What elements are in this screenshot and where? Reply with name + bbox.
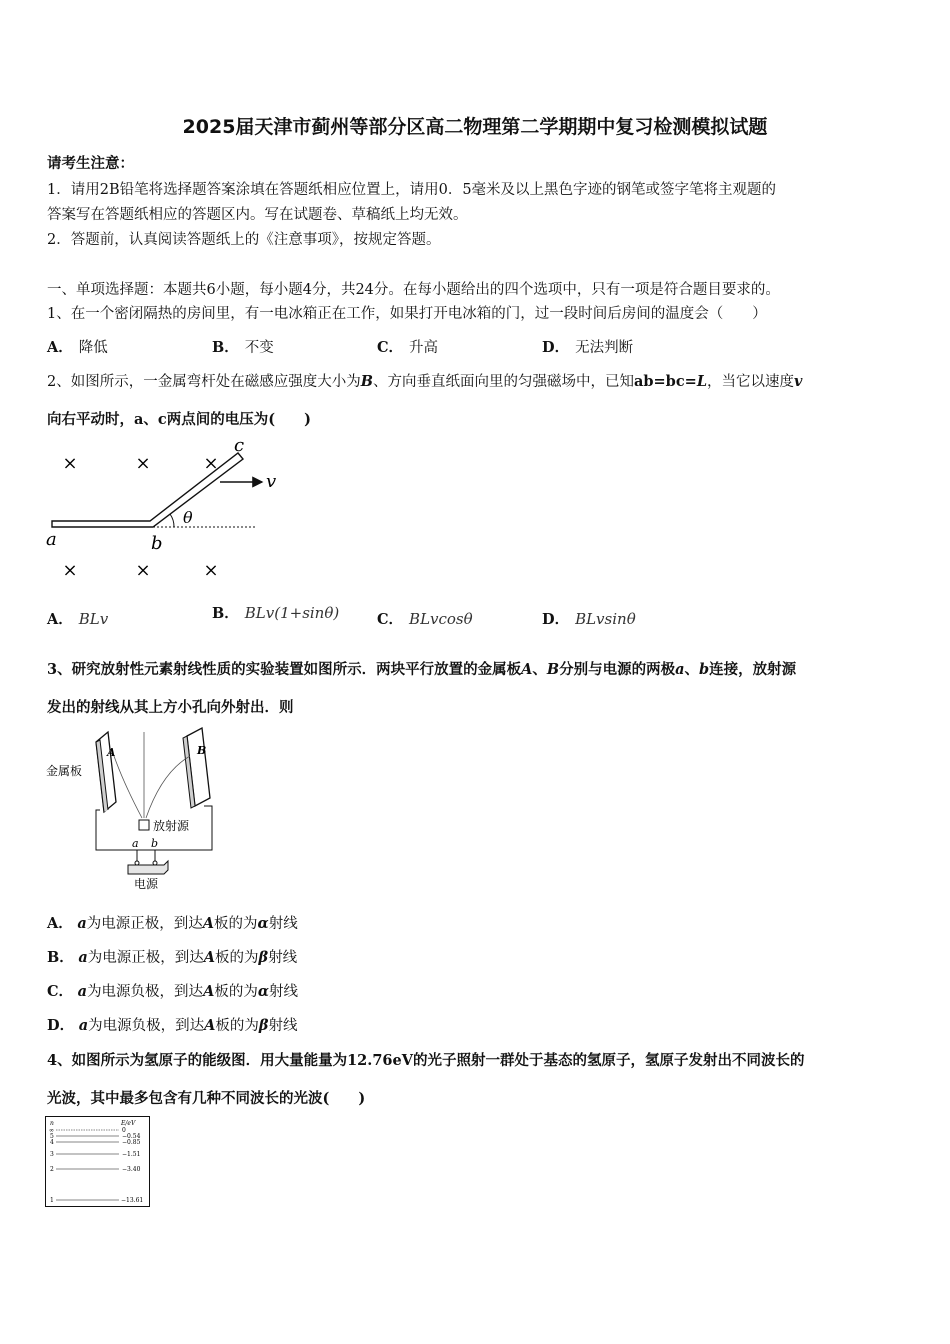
- q3-option-d-tail: 射线: [268, 1018, 298, 1034]
- q2-option-d-letter: D．: [542, 611, 570, 628]
- q3-option-d-pole: a: [78, 1017, 89, 1034]
- q4-level-n: 3: [50, 1151, 54, 1158]
- q3-option-a-pole: a: [77, 915, 87, 932]
- q3-option-a-end: 板的为: [214, 916, 258, 932]
- q3-label-metal-plate: 金属板: [46, 764, 83, 778]
- q2-label-theta: θ: [183, 508, 193, 527]
- q3-option-a-tail: 射线: [268, 916, 298, 932]
- q3-option-c-tail: 射线: [269, 984, 298, 1000]
- notice-heading: 请考生注意：: [47, 155, 134, 172]
- q4-label-e: E/eV: [121, 1120, 136, 1127]
- q4-label-n: n: [50, 1120, 54, 1127]
- notice-line-3: 2．答题前，认真阅读答题纸上的《注意事项》，按规定答题。: [47, 232, 441, 248]
- q2-label-c: c: [234, 435, 245, 456]
- q3-source-box: [139, 820, 149, 830]
- q1-option-d: [542, 336, 633, 357]
- q2-label-b: b: [151, 533, 163, 554]
- q1-stem: 1、在一个密闭隔热的房间里，有一电冰箱正在工作，如果打开电冰箱的门，过一段时间后房间的温度会（ ）: [47, 306, 767, 322]
- q4-level-n: 1: [50, 1197, 54, 1204]
- q3-option-c-plate: A: [203, 983, 215, 1000]
- q2-stem-part: 、方向垂直纸面向里的匀强磁场中，已知: [373, 374, 634, 390]
- q2-symbol-b: B: [360, 373, 373, 390]
- q2-stem-part: ，当它以速度: [707, 374, 795, 390]
- q4-level-e: −0.85: [122, 1139, 141, 1146]
- q3-option-b-end: 板的为: [215, 950, 259, 966]
- notice-line-1: 1．请用2B铅笔将选择题答案涂填在答题纸相应位置上，请用0．5毫米及以上黑色字迹的钢笔或签字笔将主观题的: [47, 182, 777, 198]
- q4-energy-level-diagram: [45, 1116, 151, 1208]
- q3-option-a-plate: A: [202, 915, 215, 932]
- q2-option-a-letter: A．: [47, 611, 73, 628]
- q2-option-a: [47, 608, 108, 629]
- q1-option-d-letter: D．: [542, 339, 570, 356]
- q2-abc: ab=bc=: [634, 373, 697, 390]
- q3-pole-b: b: [699, 661, 710, 678]
- q3-option-b-letter: B．: [47, 949, 74, 966]
- q3-option-d-mid: 为电源负极，到达: [88, 1018, 205, 1034]
- q2-option-b-text: BLv(1+sinθ): [244, 604, 340, 622]
- q3-option-c-letter: C．: [47, 983, 74, 1000]
- q3-stem-part: 分别与电源的两极: [559, 661, 676, 678]
- q2-label-a: a: [46, 529, 57, 550]
- q2-cross: ×: [62, 560, 78, 581]
- q2-cross: ×: [135, 560, 151, 581]
- q3-stem-line-1: [47, 658, 796, 679]
- q3-label-plate-a: A: [107, 746, 116, 759]
- q2-option-b-letter: B．: [212, 605, 239, 622]
- q3-ray-right: [146, 756, 190, 818]
- q3-stem-part: 连接，放射源: [709, 661, 797, 678]
- q3-label-pole-a: a: [132, 837, 139, 850]
- q2-stem-part: 2、如图所示，一金属弯杆处在磁感应强度大小为: [47, 374, 361, 390]
- q3-option-c-ray: α: [257, 983, 269, 1000]
- q3-option-a-mid: 为电源正极，到达: [86, 916, 203, 932]
- q3-option-a-ray: α: [257, 915, 269, 932]
- q3-option-d-plate: A: [204, 1017, 216, 1034]
- q3-plate-b: B: [546, 661, 560, 678]
- q3-label-pole-b: b: [151, 837, 159, 850]
- q2-cross: ×: [203, 453, 219, 474]
- q4-level-e: 0: [122, 1127, 126, 1134]
- q1-option-c: [377, 336, 438, 357]
- q3-label-plate-b: B: [197, 744, 207, 757]
- q3-option-d-ray: β: [258, 1017, 269, 1034]
- q1-option-c-letter: C．: [377, 339, 404, 356]
- q4-level-e: −0.54: [122, 1133, 141, 1140]
- q2-option-c-text: BLvcosθ: [409, 610, 473, 628]
- q3-option-d-letter: D．: [47, 1017, 75, 1034]
- q1-option-a: [47, 336, 108, 357]
- q1-option-b: [212, 336, 274, 357]
- q3-pole-a: a: [675, 661, 685, 678]
- q4-level-e: −3.40: [122, 1166, 141, 1173]
- q2-stem-line-2: 向右平动时，a、c两点间的电压为( ): [47, 411, 311, 428]
- q2-symbol-v: v: [794, 373, 803, 390]
- q2-symbol-l: L: [696, 373, 708, 390]
- q2-figure: [40, 435, 300, 585]
- notice-line-2: 答案写在答题纸相应的答题区内。写在试题卷、草稿纸上均无效。: [47, 207, 468, 223]
- q1-option-a-letter: A．: [47, 339, 73, 356]
- q3-figure: [44, 722, 224, 894]
- q3-option-d: [47, 1014, 298, 1035]
- q4-level-e: −13.61: [121, 1197, 144, 1204]
- q4-stem-line-2: 光波，其中最多包含有几种不同波长的光波( ): [47, 1090, 366, 1107]
- q3-option-c: [47, 980, 298, 1001]
- q3-stem-part: 3、研究放射性元素射线性质的实验装置如图所示．两块平行放置的金属板: [47, 661, 522, 678]
- q2-cross: ×: [203, 560, 219, 581]
- q3-terminal-b: [153, 861, 157, 865]
- q3-option-b-pole: a: [78, 949, 88, 966]
- q2-option-a-text: BLv: [78, 610, 109, 628]
- q2-option-c-letter: C．: [377, 611, 404, 628]
- q1-option-b-text: 不变: [244, 340, 274, 356]
- q2-angle-arc: [170, 514, 174, 527]
- q3-option-c-end: 板的为: [214, 984, 258, 1000]
- q3-label-source: 放射源: [153, 819, 190, 833]
- page-title: 2025届天津市蓟州等部分区高二物理第二学期期中复习检测模拟试题: [182, 116, 768, 138]
- q3-option-b-ray: β: [258, 949, 269, 966]
- q1-option-d-text: 无法判断: [575, 340, 634, 356]
- q3-option-b: [47, 946, 297, 967]
- section-1-heading: 一、单项选择题：本题共6小题，每小题4分，共24分。在每小题给出的四个选项中，只有一项是符合题目要求的。: [47, 282, 780, 298]
- q4-stem-line-1: 4、如图所示为氢原子的能级图．用大量能量为12.76eV的光子照射一群处于基态的氢原子，氢原子发射出不同波长的: [47, 1052, 805, 1069]
- q3-stem-line-2: 发出的射线从其上方小孔向外射出．则: [47, 699, 294, 716]
- q3-option-a: [47, 912, 298, 933]
- q3-power-box: [128, 861, 168, 874]
- q2-option-d-text: BLvsinθ: [575, 610, 636, 628]
- q1-option-b-letter: B．: [212, 339, 239, 356]
- q3-option-c-pole: a: [77, 983, 88, 1000]
- q3-stem-part: 、: [684, 661, 700, 678]
- q4-level-n: 5: [50, 1133, 54, 1140]
- q3-option-d-end: 板的为: [215, 1018, 259, 1034]
- q4-level-n: 4: [50, 1139, 54, 1146]
- q3-terminal-a: [135, 861, 139, 865]
- q1-option-a-text: 降低: [78, 340, 108, 356]
- q3-option-b-tail: 射线: [268, 950, 298, 966]
- q3-option-c-mid: 为电源负极，到达: [87, 984, 204, 1000]
- q2-option-c: [377, 608, 473, 629]
- q2-stem-line-1: [47, 370, 802, 391]
- q3-option-b-plate: A: [203, 949, 216, 966]
- q2-option-d: [542, 608, 636, 629]
- q4-level-e: −1.51: [122, 1151, 141, 1158]
- q3-option-b-mid: 为电源正极，到达: [87, 950, 204, 966]
- q3-label-power: 电源: [134, 877, 159, 891]
- q3-plate-a: A: [521, 661, 533, 678]
- q1-option-c-text: 升高: [409, 340, 439, 356]
- q2-cross: ×: [135, 453, 151, 474]
- q3-stem-part: 、: [532, 661, 547, 678]
- q2-label-v: v: [266, 471, 277, 492]
- q4-level-n: ∞: [49, 1127, 54, 1134]
- q3-option-a-letter: A．: [47, 915, 73, 932]
- q4-level-n: 2: [50, 1166, 54, 1173]
- q2-cross: ×: [62, 453, 78, 474]
- q2-option-b: [212, 602, 339, 623]
- q3-ray-left: [114, 756, 142, 818]
